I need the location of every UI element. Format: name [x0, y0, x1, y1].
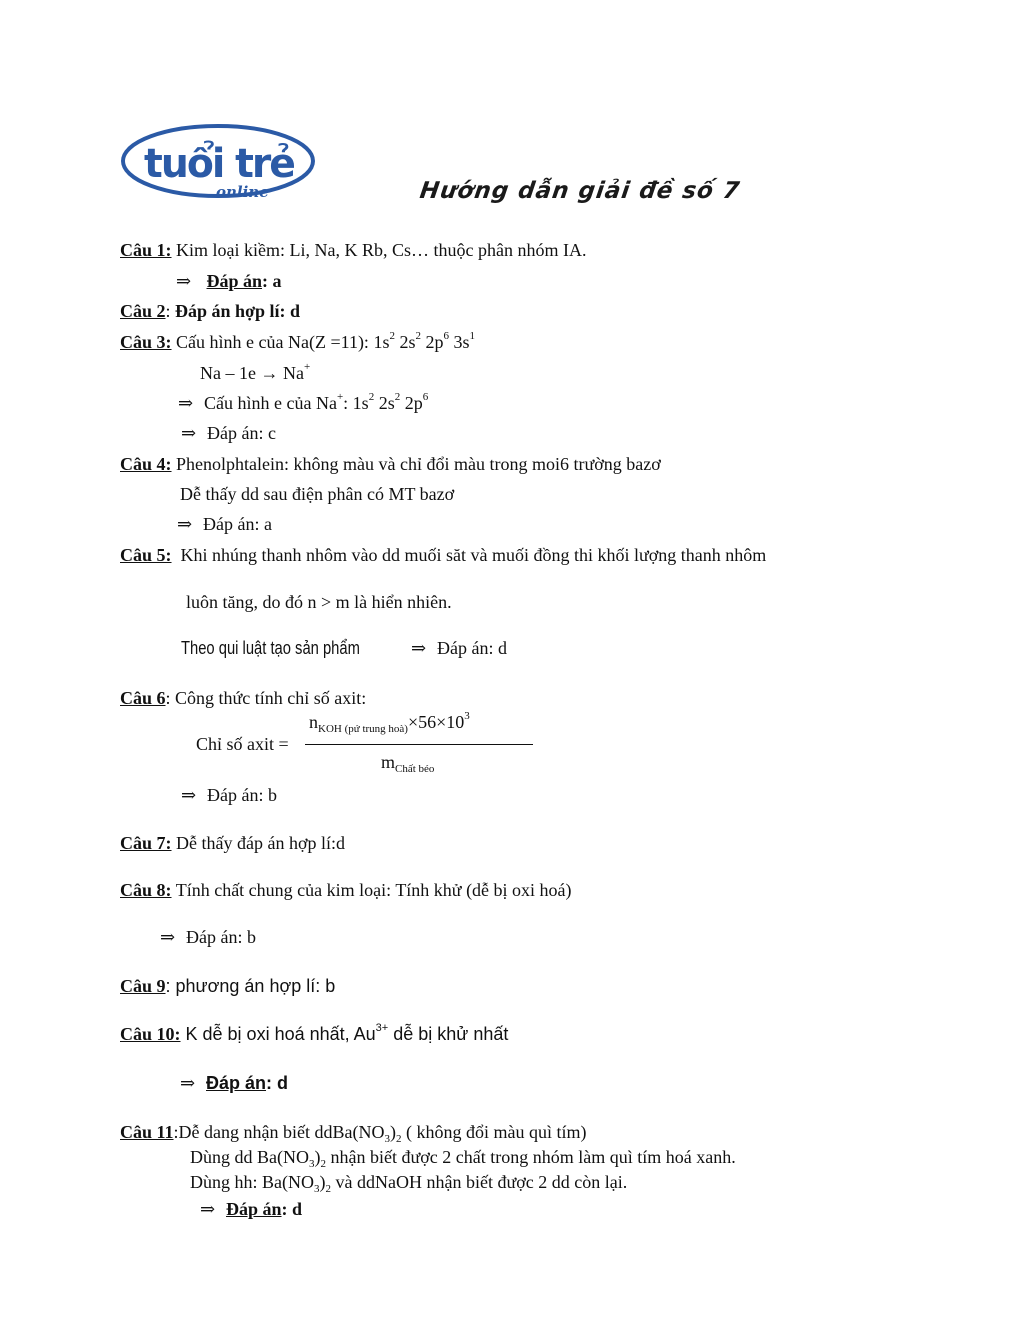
implies-icon: ⇒: [180, 1073, 196, 1093]
answer-value: : a: [262, 271, 282, 291]
question-1-text: Kim loại kiềm: Li, Na, K Rb, Cs… thuộc phân nhóm IA.: [176, 240, 587, 260]
question-4-answer: ⇒ Đáp án: a: [177, 514, 272, 534]
question-10-answer: [180, 1073, 288, 1094]
implies-icon: ⇒: [178, 393, 194, 413]
question-10-text: K dễ bị oxi hoá nhất, $Au^{3+}$ dễ bị khử nhất: [180, 1022, 509, 1044]
question-4-label: Câu 4:: [120, 454, 172, 474]
question-7-text: Dễ thấy đáp án hợp lí:d: [176, 833, 345, 853]
question-3: [120, 332, 475, 353]
implies-icon: ⇒: [200, 1199, 216, 1219]
question-6-answer: ⇒ Đáp án: b: [181, 785, 277, 805]
question-5-line3: Theo qui luật tạo sản phẩm ⇒ Đáp án: d: [181, 638, 507, 658]
question-7: [120, 833, 345, 854]
fraction-bar: [305, 744, 533, 745]
answer-label: Đáp án: [226, 1199, 282, 1219]
question-3-ion-config: ⇒ Cấu hình e của Na+: $1s^2$ $2s^2$ $2p^6$: [178, 391, 429, 413]
question-11: [120, 1122, 586, 1143]
question-4-line2: Dễ thấy dd sau điện phân có MT bazơ: [180, 484, 455, 504]
logo-sub-text: online: [216, 183, 269, 201]
implies-icon: ⇒: [411, 638, 427, 658]
question-3-answer: ⇒ Đáp án: c: [181, 423, 276, 443]
implies-icon: ⇒: [181, 423, 197, 443]
question-5-line2: luôn tăng, do đó n > m là hiển nhiên.: [186, 592, 452, 612]
question-6: [120, 688, 366, 709]
question-1-label: Câu 1:: [120, 240, 172, 260]
answer-value: : d: [266, 1073, 289, 1093]
implies-icon: ⇒: [177, 514, 193, 534]
logo-main-text: tuổi trẻ: [144, 141, 297, 187]
question-7-label: Câu 7:: [120, 833, 172, 853]
question-11-line3: Dùng hh: $Ba(NO_3)_2$ và ddNaOH nhận biết được 2 dd còn lại.: [190, 1172, 628, 1195]
question-4-text: Phenolphtalein: không màu và chỉ đổi màu trong moi6 trường bazơ: [176, 454, 661, 474]
question-5: [120, 545, 766, 566]
question-6-text: : Công thức tính chỉ số axit:: [165, 688, 367, 708]
question-3-reaction: Na – 1e → Na+: [200, 361, 311, 383]
implies-icon: ⇒: [160, 927, 176, 947]
question-9: [120, 976, 335, 997]
question-8-label: Câu 8:: [120, 880, 172, 900]
question-11-line2: Dùng dd $Ba(NO_3)_2$ nhận biết được 2 chất trong nhóm làm quì tím hoá xanh.: [190, 1147, 736, 1170]
question-2-text: Đáp án hợp lí: d: [175, 301, 301, 321]
formula-denominator: $m_{Chất béo}$: [381, 752, 435, 775]
question-8-text: Tính chất chung của kim loại: Tính khử (dễ bị oxi hoá): [175, 880, 572, 900]
formula-lhs: Chỉ số axit =: [196, 734, 289, 754]
question-8: [120, 880, 572, 901]
question-1: [120, 240, 586, 261]
question-5-text: Khi nhúng thanh nhôm vào dd muối săt và muối đồng thi khối lượng thanh nhôm: [180, 545, 767, 565]
question-11-line1: :Dễ dang nhận biết $ddBa(NO_3)_2$ ( không đổi màu quì tím): [173, 1122, 587, 1145]
question-9-label: Câu 9: [120, 976, 166, 996]
question-6-label: Câu 6: [120, 688, 166, 708]
answer-label: Đáp án: [206, 271, 263, 291]
question-9-text: : phương án hợp lí: b: [165, 976, 336, 996]
page-title: Hướng dẫn giải đề số 7: [418, 178, 742, 204]
tuoi-tre-logo: [120, 123, 320, 203]
question-4: [120, 454, 661, 475]
implies-icon: ⇒: [176, 271, 192, 291]
question-2: Câu 2: Đáp án hợp lí: d: [120, 301, 301, 321]
question-2-label: Câu 2: [120, 301, 166, 321]
question-1-answer: [176, 271, 282, 292]
question-3-config: Cấu hình e của Na(Z =11): $1s^2$ $2s^2$ $2p^6$ $3s^1$: [176, 330, 475, 352]
question-10: [120, 1024, 508, 1045]
question-11-answer: [200, 1199, 302, 1220]
question-8-answer: ⇒ Đáp án: b: [160, 927, 256, 947]
implies-icon: ⇒: [181, 785, 197, 805]
question-11-label: Câu 11: [120, 1122, 174, 1142]
formula-numerator: $n_{KOH (pứ trung hoà)}\times 56\times 10^3$: [309, 710, 470, 735]
question-10-label: Câu 10:: [120, 1024, 181, 1044]
question-3-label: Câu 3:: [120, 332, 172, 352]
answer-value: : d: [281, 1199, 303, 1219]
question-5-label: Câu 5:: [120, 545, 172, 565]
answer-label: Đáp án: [206, 1073, 267, 1093]
